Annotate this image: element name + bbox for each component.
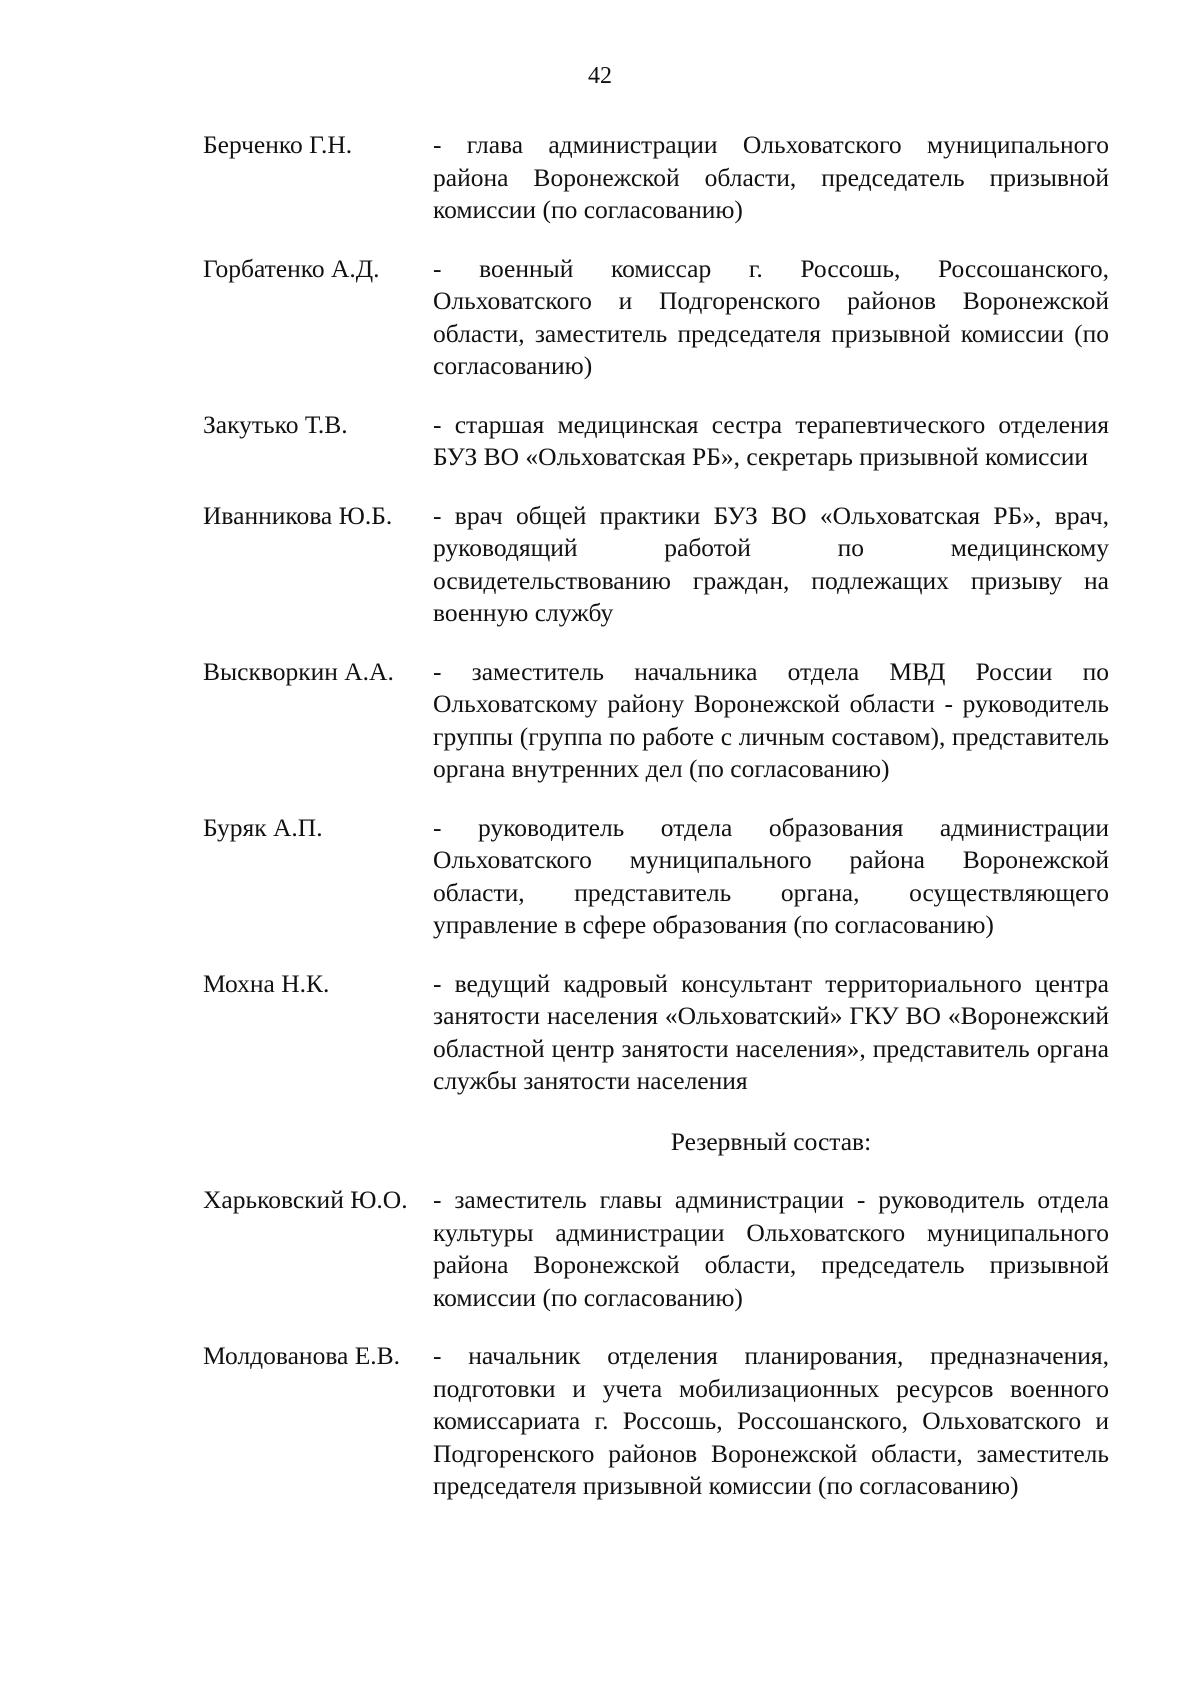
member-name: Иванникова Ю.Б. [203,500,393,530]
member-role: - заместитель начальника отдела МВД России по Ольховатскому району Воронежской области - руководитель группы (группа по работе с личным составом), представитель органа внутренних дел (по согласованию) [433,656,1109,783]
commission-list [203,129,1109,1503]
reserve-member-entry [203,1340,1109,1503]
reserve-section-heading: Резервный состав: [670,1126,872,1156]
member-role: - руководитель отдела образования администрации Ольховатского муниципального района Воронежской области, представитель органа, осуществляющего управление в сфере образования (по согласованию) [433,812,1109,939]
member-entry [203,500,1109,630]
member-name: Берченко Г.Н. [203,130,353,159]
member-entry [203,812,1109,942]
member-name: Мохна Н.К. [203,968,330,998]
page-number: 42 [588,63,612,89]
member-name: Буряк А.П. [203,812,323,842]
member-role: - старшая медицинская сестра терапевтического отделения БУЗ ВО «Ольховатская РБ», секретарь призывной комиссии [433,409,1109,471]
member-entry [203,409,1109,474]
member-role: - ведущий кадровый консультант территориального центра занятости населения «Ольховатский» ГКУ ВО «Воронежский областной центр занятости населения», представитель органа службы занятости населения [433,968,1109,1095]
member-role: - начальник отделения планирования, предназначения, подготовки и учета мобилизационных ресурсов военного комиссариата г. Россошь, Россошанского, Ольховатского и Подгоренского районов Воронежской области, заместитель председателя призывной комиссии (по согласованию) [433,1341,1109,1500]
member-entry [203,253,1109,383]
member-entry [203,968,1109,1098]
member-role: - врач общей практики БУЗ ВО «Ольховатская РБ», врач, руководящий работой по медицинскому освидетельствованию граждан, подлежащих призыву на военную службу [433,500,1109,627]
member-name: Харьковский Ю.О. [203,1185,408,1214]
member-role: - заместитель главы администрации - руководитель отдела культуры администрации Ольховатского муниципального района Воронежской области, председатель призывной комиссии (по согласованию) [433,1185,1109,1312]
member-role: - военный комиссар г. Россошь, Россошанского, Ольховатского и Подгоренского районов Воронежской области, заместитель председателя призывной комиссии (по согласованию) [433,253,1109,380]
reserve-member-entry [203,1184,1109,1314]
member-entry [203,656,1109,786]
member-name: Выскворкин А.А. [203,656,394,686]
member-name: Горбатенко А.Д. [203,253,380,283]
member-entry [203,129,1109,227]
member-role: - глава администрации Ольховатского муниципального района Воронежской области, председатель призывной комиссии (по согласованию) [433,130,1109,224]
member-name: Закутько Т.В. [203,409,348,439]
member-name: Молдованова Е.В. [203,1341,401,1370]
